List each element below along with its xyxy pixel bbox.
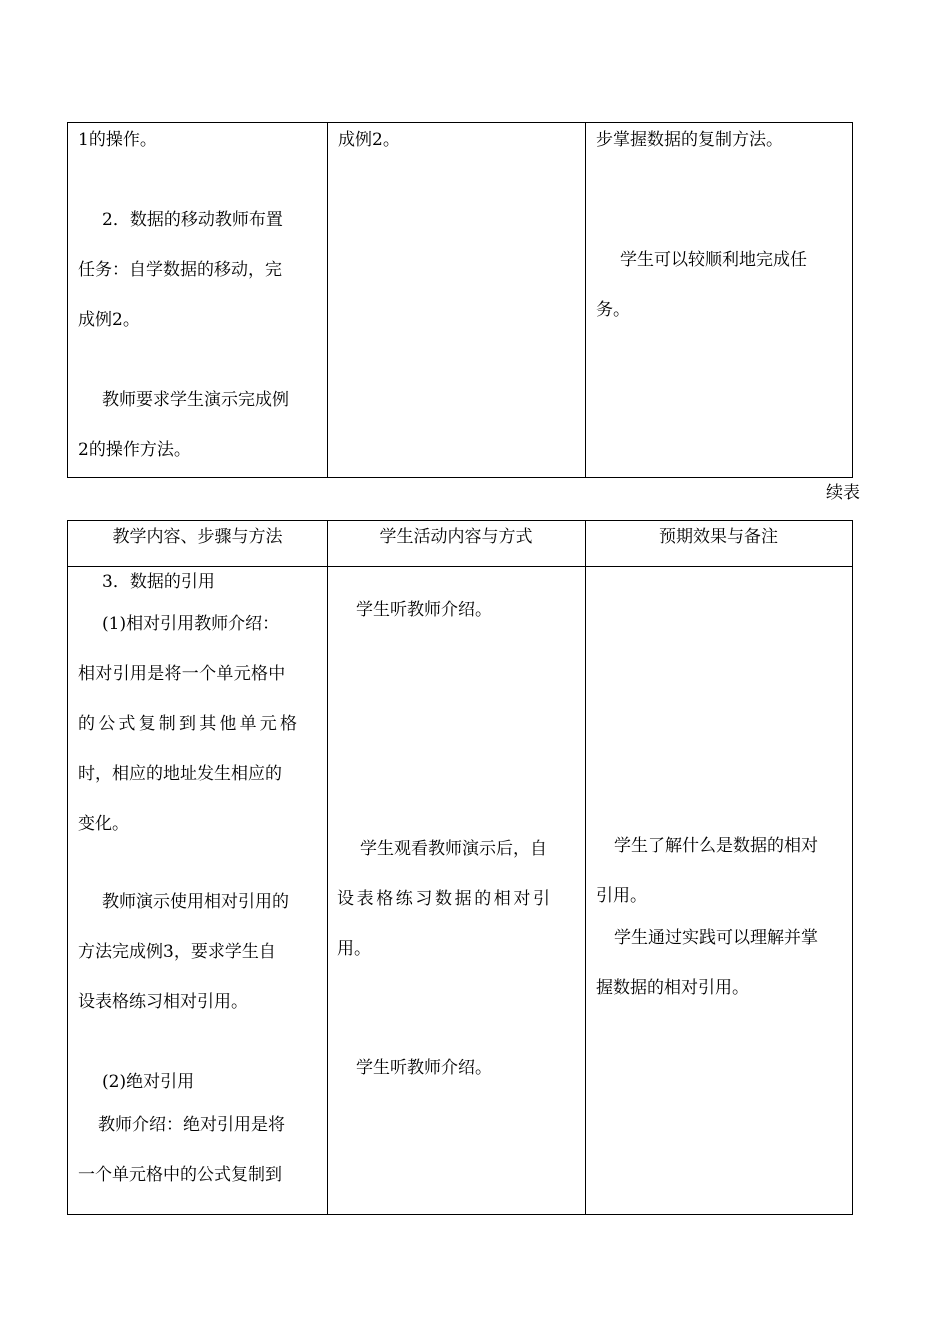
- header-teaching-content: 教学内容、步骤与方法: [112, 527, 283, 547]
- table1-col1-line5: 教师要求学生演示完成例: [102, 390, 289, 410]
- table1-col3-line1: 步掌握数据的复制方法。: [596, 130, 783, 150]
- table2-col1-line9: 设表格练习相对引用。: [78, 992, 248, 1012]
- table2-col1-line1: 3．数据的引用: [102, 572, 215, 592]
- table1-col1-line4: 成例2。: [78, 310, 140, 330]
- table2-col3-line2: 引用。: [596, 886, 647, 906]
- table1-col3-line2: 学生可以较顺利地完成任: [620, 250, 807, 270]
- table2-col1-line4: 的公式复制到其他单元格: [78, 714, 301, 734]
- table2-col1-line3: 相对引用是将一个单元格中: [78, 664, 286, 684]
- table1-col-notes: [585, 123, 852, 477]
- table2-col3-line4: 握数据的相对引用。: [596, 978, 749, 998]
- table2-col2-line3: 设表格练习数据的相对引: [337, 889, 553, 909]
- table2-col1-line7: 教师演示使用相对引用的: [102, 892, 289, 912]
- table1-col-content: [68, 123, 327, 477]
- table2-col1-line2: (1)相对引用教师介绍：: [102, 614, 280, 634]
- header-expected-effect: 预期效果与备注: [659, 527, 778, 547]
- table2-col2-line2: 学生观看教师演示后，自: [360, 839, 547, 859]
- table1-col-student: [327, 123, 585, 477]
- table2-col1-line10: (2)绝对引用: [102, 1072, 195, 1092]
- continued-label: 续表: [826, 483, 860, 503]
- table2-col1-line12: 一个单元格中的公式复制到: [78, 1165, 282, 1185]
- table1-col3-line3: 务。: [596, 300, 630, 320]
- lesson-table-part2: [67, 520, 853, 1215]
- table1-col1-line6: 2的操作方法。: [78, 440, 191, 460]
- table2-col1-line6: 变化。: [78, 814, 129, 834]
- table2-col3-line1: 学生了解什么是数据的相对: [614, 836, 818, 856]
- lesson-table-part1: [67, 122, 853, 478]
- table2-col3-line3: 学生通过实践可以理解并掌: [614, 928, 818, 948]
- table2-col1-line8: 方法完成例3，要求学生自: [78, 942, 276, 962]
- table1-col2-line1: 成例2。: [338, 130, 400, 150]
- table1-col1-line3: 任务：自学数据的移动，完: [78, 260, 282, 280]
- table1-col1-line1: 1的操作。: [78, 130, 157, 150]
- table2-col1-line11: 教师介绍：绝对引用是将: [98, 1115, 285, 1135]
- table1-col1-line2: 2．数据的移动教师布置: [102, 210, 283, 230]
- table2-col2-line4: 用。: [337, 939, 371, 959]
- table2-col2-line1: 学生听教师介绍。: [356, 600, 492, 620]
- table2-col2-line5: 学生听教师介绍。: [356, 1058, 492, 1078]
- header-student-activity: 学生活动内容与方式: [379, 527, 533, 547]
- table2-col1-line5: 时，相应的地址发生相应的: [78, 764, 282, 784]
